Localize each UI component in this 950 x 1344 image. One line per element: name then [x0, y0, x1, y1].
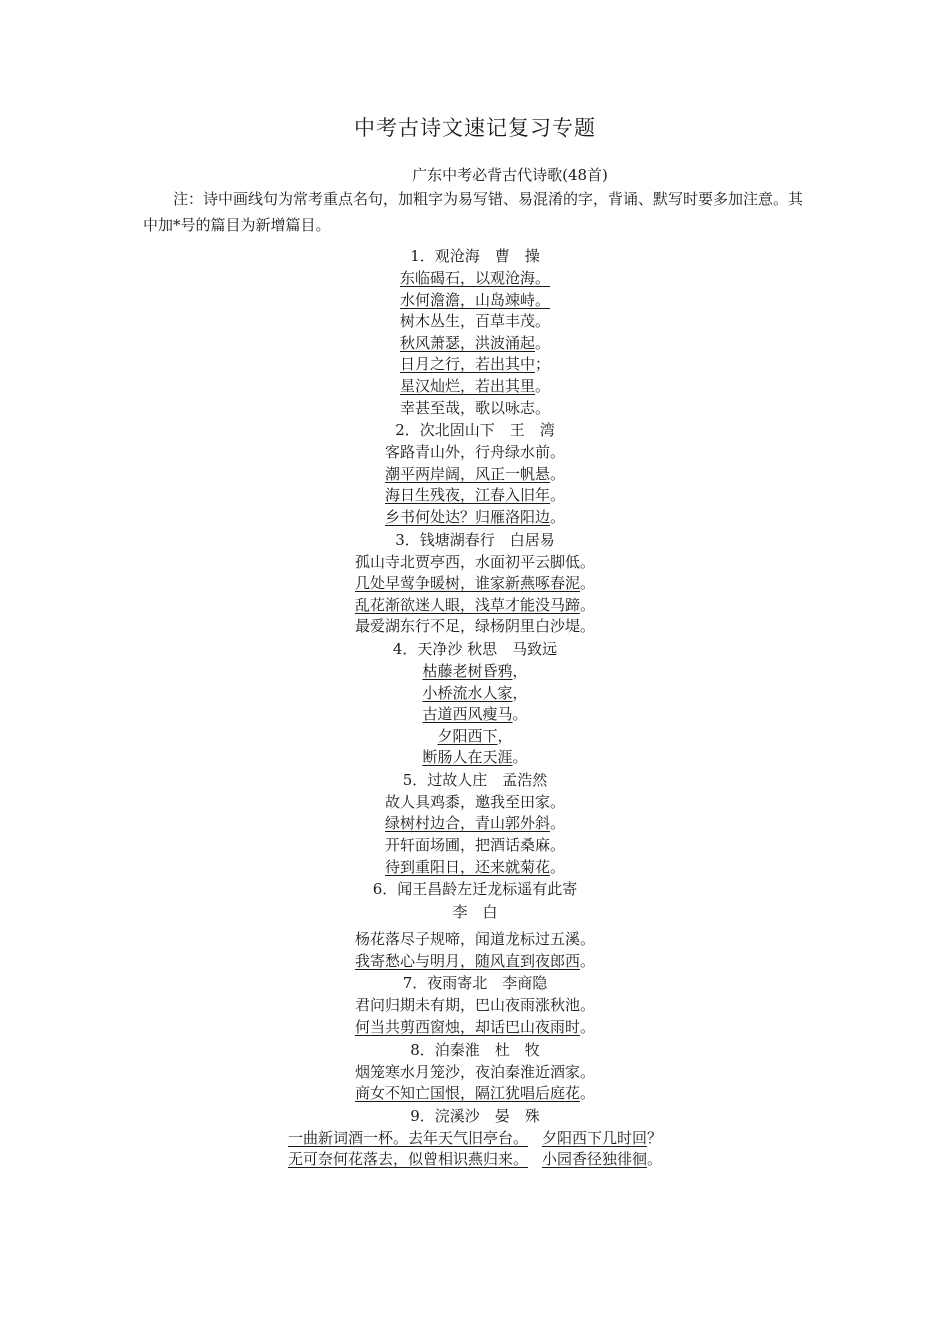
poem-block	[0, 529, 950, 638]
poem-line	[0, 1017, 950, 1039]
poem-title: 5．过故人庄 孟浩然	[402, 770, 548, 789]
line-punctuation: ？	[647, 1128, 663, 1147]
poem-title: 8．泊秦淮 杜 牧	[410, 1040, 540, 1059]
line-punctuation: ；	[535, 355, 551, 374]
poem-line	[0, 398, 950, 420]
line-punctuation: 。	[535, 333, 551, 352]
line-punctuation: 。	[550, 507, 566, 526]
line-text: 海日生残夜，江春入旧年	[384, 486, 550, 505]
line-text: 水何澹澹，山岛竦峙。	[399, 290, 550, 309]
line-text: 秋风萧瑟，洪波涌起	[399, 333, 535, 352]
poem-title: 6．闻王昌龄左迁龙标遥有此寄	[372, 880, 578, 899]
note-paragraph: 注：诗中画线句为常考重点名句，加粗字为易写错、易混淆的字，背诵、默写时要多加注意。其中加*号的篇目为新增篇目。	[143, 190, 804, 234]
line-text: 几处早莺争暖树，谁家新燕啄春泥	[354, 574, 580, 593]
line-punctuation: 。	[550, 857, 566, 876]
poem-line	[0, 595, 950, 617]
poem-line	[0, 290, 950, 312]
poem-line	[0, 1083, 950, 1105]
poem-line	[0, 951, 950, 973]
line-text: 开轩面场圃，把酒话桑麻。	[384, 836, 565, 855]
line-punctuation: 。	[535, 376, 551, 395]
line-text: 乡书何处达？归雁洛阳边	[384, 507, 550, 526]
line-punctuation: ，	[512, 683, 528, 702]
line-text: 星汉灿烂，若出其里	[399, 376, 535, 395]
line-punctuation: 。	[550, 464, 566, 483]
line-text: 杨花落尽子规啼，闻道龙标过五溪。	[354, 930, 595, 949]
poem-block	[0, 878, 950, 972]
poem-block	[0, 972, 950, 1038]
poem-line	[0, 1062, 950, 1084]
poem-line	[0, 726, 950, 748]
poem-line	[0, 747, 950, 769]
line-punctuation: 。	[580, 1018, 596, 1037]
line-punctuation: 。	[647, 1150, 663, 1169]
poem-block	[0, 419, 950, 528]
page-subtitle: 广东中考必背古代诗歌(48首)	[412, 166, 608, 184]
poem-title: 4．天净沙 秋思 马致远	[392, 639, 558, 658]
line-text: 断肠人在天涯	[422, 748, 513, 767]
poem-line	[0, 835, 950, 857]
poem-title: 9．浣溪沙 晏 殊	[410, 1106, 540, 1125]
line-text: 君问归期未有期，巴山夜雨涨秋池。	[354, 996, 595, 1015]
poem-title: 3．钱塘湖春行 白居易	[395, 530, 555, 549]
line-text: 潮平两岸阔，风正一帆悬	[384, 464, 550, 483]
poem-line	[0, 704, 950, 726]
line-text: 客路青山外，行舟绿水前。	[384, 443, 565, 462]
poem-line	[0, 995, 950, 1017]
line-text: 我寄愁心与明月，随风直到夜郎西	[354, 951, 580, 970]
poem-line	[0, 661, 950, 683]
line-text: 枯藤老树昏鸦	[422, 661, 513, 680]
line-text: 幸甚至哉，歌以咏志。	[399, 398, 550, 417]
line-text: 夕阳西下	[437, 726, 498, 745]
poem-block	[0, 769, 950, 878]
line-text: 何当共剪西窗烛，却话巴山夜雨时	[354, 1018, 580, 1037]
poem-author: 李 白	[452, 903, 498, 922]
poem-line	[0, 442, 950, 464]
line-text: 古道西风瘦马	[422, 705, 513, 724]
poem-block	[0, 1105, 950, 1171]
poem-block	[0, 245, 950, 419]
line-text: 孤山寺北贾亭西，水面初平云脚低。	[354, 552, 595, 571]
line-text: 东临碣石，以观沧海。	[399, 269, 550, 287]
poem-line	[0, 1128, 950, 1150]
poem-title: 2．次北固山下 王 湾	[395, 421, 555, 440]
poem-title: 1．观沧海 曹 操	[410, 247, 540, 265]
poem-line	[0, 464, 950, 486]
poem-line	[0, 792, 950, 814]
line-text: 一曲新词酒一杯。去年天气旧亭台。	[287, 1128, 528, 1147]
poem-line	[0, 485, 950, 507]
poem-line	[0, 333, 950, 355]
poem-block	[0, 1039, 950, 1105]
poem-title: 7．夜雨寄北 李商隐	[402, 974, 548, 993]
poem-line	[0, 813, 950, 835]
line-text: 小园香径独徘徊	[541, 1150, 647, 1169]
poem-line	[0, 268, 950, 290]
poem-line	[0, 507, 950, 529]
poem-line	[0, 616, 950, 638]
poem-line	[0, 683, 950, 705]
poem-line	[0, 552, 950, 574]
line-text: 夕阳西下几时回	[541, 1128, 647, 1147]
poem-line	[0, 573, 950, 595]
line-punctuation: 。	[580, 595, 596, 614]
line-punctuation: 。	[512, 748, 528, 767]
line-text: 树木丛生，百草丰茂。	[399, 312, 550, 331]
line-punctuation: 。	[550, 486, 566, 505]
line-punctuation: 。	[550, 814, 566, 833]
poem-line	[0, 857, 950, 879]
line-punctuation: ，	[512, 661, 528, 680]
line-text: 无可奈何花落去，似曾相识燕归来。	[287, 1150, 528, 1169]
poem-line	[0, 929, 950, 951]
poem-list	[0, 245, 950, 1171]
line-punctuation: 。	[580, 1084, 596, 1103]
line-text: 绿树村边合，青山郭外斜	[384, 814, 550, 833]
line-text: 日月之行，若出其中	[399, 355, 535, 374]
poem-line	[0, 354, 950, 376]
line-punctuation: 。	[580, 574, 596, 593]
line-punctuation: ，	[497, 726, 513, 745]
poem-block	[0, 638, 950, 769]
page-title: 中考古诗文速记复习专题	[354, 116, 596, 140]
line-punctuation: 。	[580, 951, 596, 970]
line-text: 乱花渐欲迷人眼，浅草才能没马蹄	[354, 595, 580, 614]
poem-line	[0, 311, 950, 333]
line-text: 待到重阳日，还来就菊花	[384, 857, 550, 876]
line-text: 商女不知亡国恨，隔江犹唱后庭花	[354, 1084, 580, 1103]
line-text: 故人具鸡黍，邀我至田家。	[384, 792, 565, 811]
line-text: 最爱湖东行不足，绿杨阴里白沙堤。	[354, 617, 595, 636]
line-text: 小桥流水人家	[422, 683, 513, 702]
line-punctuation: 。	[512, 705, 528, 724]
poem-line	[0, 1149, 950, 1171]
line-text: 烟笼寒水月笼沙，夜泊秦淮近酒家。	[354, 1062, 595, 1081]
poem-line	[0, 376, 950, 398]
